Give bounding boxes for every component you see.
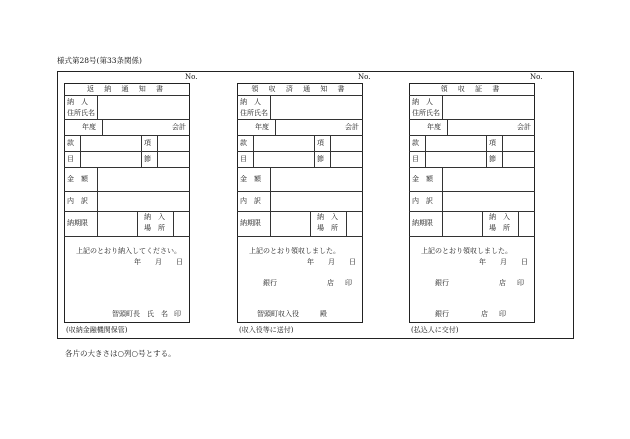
moku-label: 目 bbox=[240, 155, 247, 163]
form-number: 様式第28号(第33条関係) bbox=[57, 56, 142, 65]
payer-label: 住所氏名 bbox=[412, 109, 440, 117]
rule-line bbox=[442, 167, 443, 236]
rule-line bbox=[409, 167, 535, 168]
payment-place-label: 納 入 bbox=[144, 213, 165, 221]
date-line: 年 月 日 bbox=[479, 258, 528, 266]
due-date-label: 納期限 bbox=[240, 219, 261, 227]
panel-title: 領 収 証 書 bbox=[440, 85, 504, 93]
rule-line bbox=[64, 135, 190, 136]
moku-label: 目 bbox=[67, 155, 74, 163]
seal-mark: 印 bbox=[499, 310, 506, 318]
amount-label: 金 額 bbox=[412, 175, 433, 183]
rule-line bbox=[409, 119, 535, 120]
fiscal-year-label: 年度 bbox=[82, 123, 96, 131]
rule-line bbox=[482, 211, 483, 236]
rule-line bbox=[80, 135, 81, 167]
account-label: 会計 bbox=[517, 123, 531, 131]
panel-title: 返 納 通 知 書 bbox=[87, 85, 167, 93]
rule-line bbox=[64, 119, 190, 120]
payer-label: 納 人 bbox=[412, 98, 433, 106]
number-label: No. bbox=[185, 73, 198, 81]
rule-line bbox=[275, 119, 276, 135]
number-label: No. bbox=[530, 73, 543, 81]
rule-line bbox=[409, 151, 535, 152]
rule-line bbox=[502, 135, 503, 167]
date-line: 年 月 日 bbox=[134, 258, 183, 266]
rule-line bbox=[409, 211, 535, 212]
rule-line bbox=[237, 95, 363, 96]
setsu-label: 節 bbox=[489, 155, 496, 163]
rule-line bbox=[173, 211, 174, 236]
rule-line bbox=[314, 135, 315, 167]
rule-line bbox=[97, 95, 98, 119]
rule-line bbox=[310, 211, 311, 236]
rule-line bbox=[409, 236, 535, 237]
rule-line bbox=[237, 151, 363, 152]
amount-label: 金 額 bbox=[67, 175, 88, 183]
setsu-label: 節 bbox=[317, 155, 324, 163]
rule-line bbox=[237, 236, 363, 237]
rule-line bbox=[97, 167, 98, 236]
rule-line bbox=[486, 135, 487, 167]
bank-label: 銀行 bbox=[435, 279, 449, 287]
kou-label: 項 bbox=[489, 139, 496, 147]
rule-line bbox=[237, 135, 363, 136]
rule-line bbox=[237, 167, 363, 168]
branch-label: 店 bbox=[499, 279, 506, 287]
panel-footer: (払込人に交付) bbox=[411, 326, 459, 334]
rule-line bbox=[425, 135, 426, 167]
seal-mark: 印 bbox=[517, 279, 524, 287]
honorific: 殿 bbox=[320, 310, 327, 318]
kan-label: 款 bbox=[412, 139, 419, 147]
rule-line bbox=[346, 211, 347, 236]
payment-place-label: 場 所 bbox=[317, 224, 338, 232]
rule-line bbox=[237, 211, 363, 212]
payment-place-label: 納 入 bbox=[489, 213, 510, 221]
account-label: 会計 bbox=[345, 123, 359, 131]
rule-line bbox=[64, 151, 190, 152]
branch-label: 店 bbox=[481, 310, 488, 318]
due-date-label: 納期限 bbox=[67, 219, 88, 227]
rule-line bbox=[409, 191, 535, 192]
rule-line bbox=[64, 211, 190, 212]
rule-line bbox=[157, 135, 158, 167]
statement-text: 上記のとおり納入してください。 bbox=[76, 247, 181, 255]
kou-label: 項 bbox=[144, 139, 151, 147]
bank-label: 銀行 bbox=[435, 310, 449, 318]
payment-place-label: 場 所 bbox=[144, 224, 165, 232]
rule-line bbox=[64, 236, 190, 237]
recipient-name: 智頭町収入役 bbox=[257, 310, 299, 318]
breakdown-label: 内 訳 bbox=[240, 197, 261, 205]
rule-line bbox=[64, 167, 190, 168]
payer-label: 納 人 bbox=[67, 98, 88, 106]
number-label: No. bbox=[358, 73, 371, 81]
rule-line bbox=[409, 95, 535, 96]
rule-line bbox=[270, 95, 271, 119]
rule-line bbox=[409, 135, 535, 136]
payment-place-label: 納 入 bbox=[317, 213, 338, 221]
payer-label: 住所氏名 bbox=[240, 109, 268, 117]
account-label: 会計 bbox=[172, 123, 186, 131]
issuer-name: 智頭町長 氏 名 bbox=[112, 310, 168, 318]
seal-mark: 印 bbox=[345, 279, 352, 287]
breakdown-label: 内 訳 bbox=[67, 197, 88, 205]
statement-text: 上記のとおり領収しました。 bbox=[249, 247, 340, 255]
footnote: 各片の大きさは○列○号とする。 bbox=[65, 349, 176, 358]
rule-line bbox=[137, 211, 138, 236]
statement-text: 上記のとおり領収しました。 bbox=[421, 247, 512, 255]
setsu-label: 節 bbox=[144, 155, 151, 163]
rule-line bbox=[141, 135, 142, 167]
branch-label: 店 bbox=[327, 279, 334, 287]
fiscal-year-label: 年度 bbox=[427, 123, 441, 131]
panel-footer: (収納金融機関保管) bbox=[66, 326, 128, 334]
rule-line bbox=[102, 119, 103, 135]
amount-label: 金 額 bbox=[240, 175, 261, 183]
fiscal-year-label: 年度 bbox=[255, 123, 269, 131]
rule-line bbox=[253, 135, 254, 167]
rule-line bbox=[237, 119, 363, 120]
kou-label: 項 bbox=[317, 139, 324, 147]
rule-line bbox=[447, 119, 448, 135]
rule-line bbox=[64, 191, 190, 192]
rule-line bbox=[237, 191, 363, 192]
rule-line bbox=[64, 95, 190, 96]
payment-place-label: 場 所 bbox=[489, 224, 510, 232]
panel-title: 領 収 済 通 知 書 bbox=[251, 85, 349, 93]
kan-label: 款 bbox=[240, 139, 247, 147]
rule-line bbox=[518, 211, 519, 236]
panel-footer: (収入役等に送付) bbox=[239, 326, 294, 334]
kan-label: 款 bbox=[67, 139, 74, 147]
seal-mark: 印 bbox=[174, 310, 181, 318]
breakdown-label: 内 訳 bbox=[412, 197, 433, 205]
due-date-label: 納期限 bbox=[412, 219, 433, 227]
payer-label: 住所氏名 bbox=[67, 109, 95, 117]
date-line: 年 月 日 bbox=[307, 258, 356, 266]
rule-line bbox=[442, 95, 443, 119]
payer-label: 納 人 bbox=[240, 98, 261, 106]
rule-line bbox=[270, 167, 271, 236]
bank-label: 銀行 bbox=[263, 279, 277, 287]
moku-label: 目 bbox=[412, 155, 419, 163]
rule-line bbox=[330, 135, 331, 167]
